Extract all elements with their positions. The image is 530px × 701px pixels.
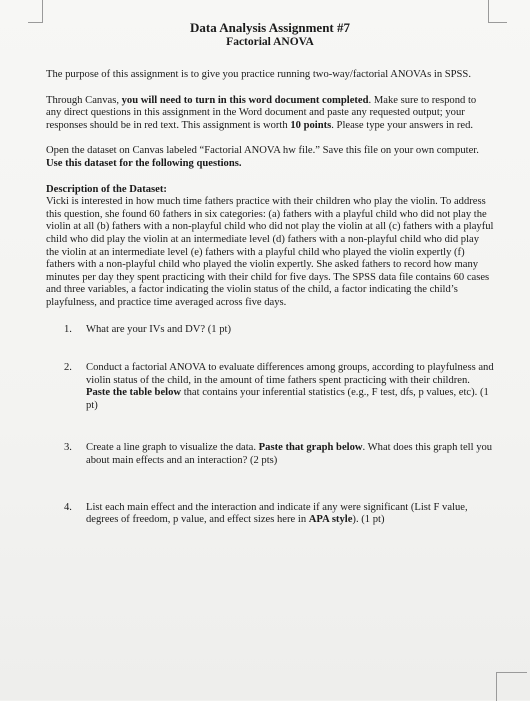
document-title: Data Analysis Assignment #7 bbox=[190, 20, 350, 35]
question-item bbox=[46, 362, 494, 412]
description-section bbox=[46, 184, 494, 310]
question-list bbox=[46, 324, 494, 527]
question-text: What are your IVs and DV? (1 pt) bbox=[86, 323, 232, 335]
dataset-bold: Use this dataset for the following questions. bbox=[46, 157, 242, 169]
crop-mark-top-left bbox=[28, 0, 43, 23]
description-body: Vicki is interested in how much time fathers practice with their children who play the violin. To address this question, she found 60 fathers in six categories: (a) fathers with a playful child who did not play the violin at all (b) fathers with a non-playful child who did not play the violin at all (c) fathers with a playful child who did play the violin at an intermediate level (d) fathers with a non-playful child who did play the violin at an intermediate level (e) fathers with a playful child who played the violin expertly (f) fathers with a non-playful child who played the violin expertly. She asked fathers to record how many minutes per day they spent practicing with their child for five days. The SPSS data file contains 60 cases and three variables, a factor indicating the violin status of the child, a factor indicating the child’s playfulness, and practice time averaged across five days. bbox=[46, 196, 494, 308]
intro-paragraph: The purpose of this assignment is to give you practice running two-way/factorial ANOVAs in SPSS. bbox=[46, 69, 471, 80]
question-item bbox=[46, 442, 494, 467]
question-text: Create a line graph to visualize the data. bbox=[86, 442, 259, 454]
question-text: List each main effect and the interaction and indicate if any were significant (List F value, degrees of freedom, p value, and effect sizes here in bbox=[86, 501, 468, 526]
question-bold: Paste the table below bbox=[86, 387, 182, 399]
canvas-points: 10 points bbox=[290, 119, 332, 131]
crop-mark-bottom-right bbox=[496, 672, 527, 701]
canvas-text-3: . Please type your answers in red. bbox=[331, 119, 474, 131]
question-text-end: that contains your inferential statistics (e.g., F test, dfs, p values, etc). (1 pt) bbox=[86, 387, 489, 411]
dataset-paragraph bbox=[46, 145, 494, 170]
question-text-end: ). (1 pt) bbox=[352, 514, 385, 526]
question-number: 4. bbox=[64, 501, 72, 513]
canvas-bold-1: you will need to turn in this word document completed bbox=[121, 94, 369, 106]
document-body bbox=[46, 20, 494, 527]
canvas-paragraph bbox=[46, 95, 494, 133]
question-item bbox=[46, 324, 494, 337]
question-text-end: . What does this graph tell you about main effects and an interaction? (2 pts) bbox=[86, 442, 493, 467]
question-number: 1. bbox=[64, 323, 72, 335]
question-bold: Paste that graph below bbox=[258, 442, 363, 454]
dataset-text: Open the dataset on Canvas labeled “Factorial ANOVA hw file.” Save this file on your own computer. bbox=[46, 145, 479, 157]
question-text: Conduct a factorial ANOVA to evaluate differences among groups, according to playfulness and violin status of the child, in the amount of time fathers spent practicing with their children. bbox=[86, 362, 494, 386]
question-number: 3. bbox=[64, 442, 72, 454]
description-heading: Description of the Dataset: bbox=[46, 183, 167, 195]
question-bold: APA style bbox=[308, 514, 353, 526]
question-item bbox=[46, 502, 494, 527]
canvas-text-1: Through Canvas, bbox=[46, 94, 122, 106]
canvas-text-2: . Make sure to respond to any direct questions in this assignment in the Word document and paste any requested output; your responses should be in red text. This assignment is worth bbox=[46, 94, 477, 131]
question-number: 2. bbox=[64, 362, 72, 374]
document-subtitle: Factorial ANOVA bbox=[226, 36, 314, 48]
